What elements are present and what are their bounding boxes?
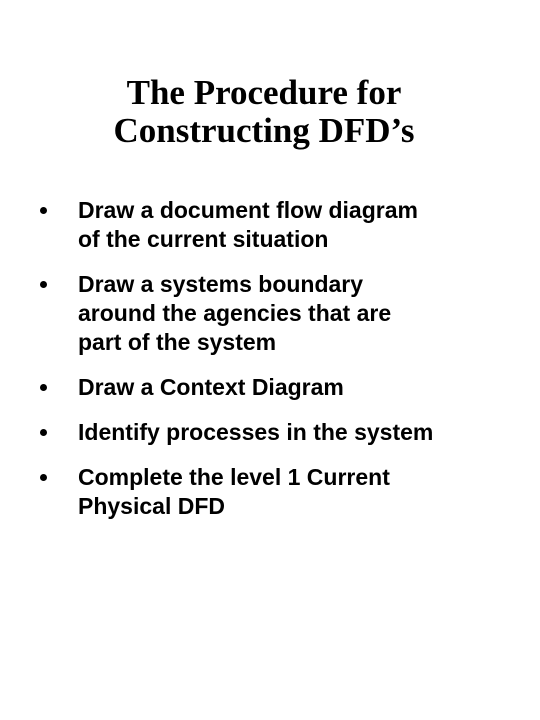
bullet-line: Draw a document flow diagram — [78, 197, 418, 223]
bullet-item — [0, 373, 540, 402]
bullet-dot-icon — [40, 384, 47, 391]
bullet-line: Identify processes in the system — [78, 419, 434, 445]
bullet-dot-icon — [40, 281, 47, 288]
bullet-list — [0, 196, 540, 537]
slide-title — [0, 74, 528, 150]
bullet-line: around the agencies that are — [78, 300, 392, 326]
bullet-item — [0, 418, 540, 447]
bullet-line: Complete the level 1 Current — [78, 464, 390, 490]
bullet-line: Physical DFD — [78, 493, 225, 519]
bullet-item — [0, 270, 540, 357]
title-line: The Procedure for — [126, 73, 402, 112]
bullet-item — [0, 463, 540, 521]
bullet-dot-icon — [40, 474, 47, 481]
bullet-item — [0, 196, 540, 254]
title-line: Constructing DFD’s — [113, 111, 415, 150]
bullet-dot-icon — [40, 207, 47, 214]
bullet-dot-icon — [40, 429, 47, 436]
bullet-line: of the current situation — [78, 226, 329, 252]
bullet-line: Draw a systems boundary — [78, 271, 364, 297]
bullet-line: part of the system — [78, 329, 277, 355]
bullet-line: Draw a Context Diagram — [78, 374, 344, 400]
